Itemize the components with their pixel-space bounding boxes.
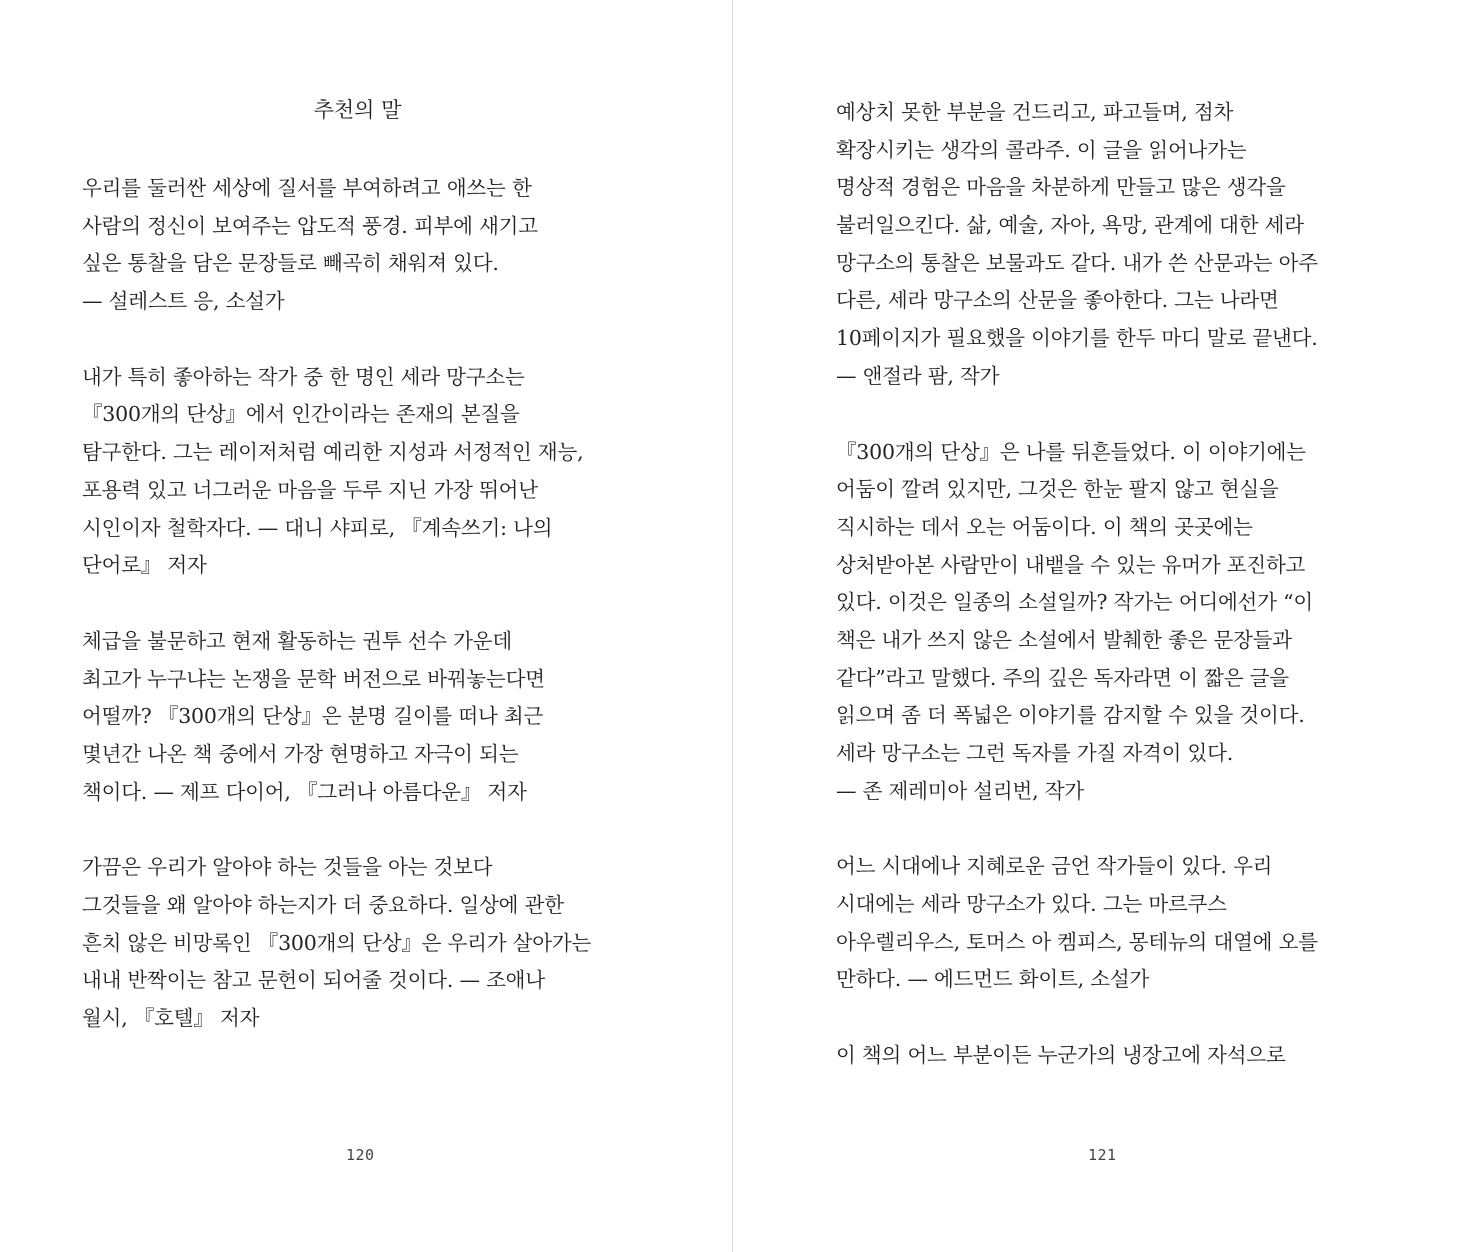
text-line: 우리를 둘러싼 세상에 질서를 부여하려고 애쓰는 한 <box>82 176 532 200</box>
text-line: — 앤절라 팜, 작가 <box>836 363 1000 388</box>
text-line: 『300개의 단상』에서 인간이라는 존재의 본질을 <box>82 402 520 427</box>
text-line: 만하다. — 에드먼드 화이트, 소설가 <box>836 967 1150 992</box>
text-line: 다른, 세라 망구소의 산문을 좋아한다. 그는 나라면 <box>836 288 1279 313</box>
text-line: 확장시키는 생각의 콜라주. 이 글을 읽어나가는 <box>836 137 1247 162</box>
text-line: 불러일으킨다. 삶, 예술, 자아, 욕망, 관계에 대한 세라 <box>836 213 1304 238</box>
left-page-body <box>82 170 682 1076</box>
right-page <box>733 0 1474 1252</box>
text-line: 월시, 『호텔』 저자 <box>82 1006 260 1031</box>
page-number: 121 <box>1088 1146 1117 1164</box>
text-line: 세라 망구소는 그런 독자를 가질 자격이 있다. <box>836 741 1234 765</box>
text-line: 명상적 경험은 마음을 차분하게 만들고 많은 생각을 <box>836 175 1286 200</box>
text-line: 망구소의 통찰은 보물과도 같다. 내가 쓴 산문과는 아주 <box>836 250 1318 275</box>
text-line: 사람의 정신이 보여주는 압도적 풍경. 피부에 새기고 <box>82 213 538 238</box>
text-line: 어느 시대에나 지혜로운 금언 작가들이 있다. 우리 <box>836 854 1273 879</box>
text-line: 흔치 않은 비망록인 『300개의 단상』은 우리가 살아가는 <box>82 930 592 955</box>
text-line: 내내 반짝이는 참고 문헌이 되어줄 것이다. — 조애나 <box>82 968 545 993</box>
blurb-paragraph <box>82 623 682 811</box>
text-line: 어둠이 깔려 있지만, 그것은 한눈 팔지 않고 현실을 <box>836 477 1279 502</box>
text-line: 단어로』 저자 <box>82 553 207 578</box>
text-line: 읽으며 좀 더 폭넓은 이야기를 감지할 수 있을 것이다. <box>836 703 1305 728</box>
blurb-paragraph <box>82 170 682 321</box>
right-page-body <box>836 94 1456 1113</box>
blurb-paragraph <box>82 849 682 1037</box>
text-line: 아우렐리우스, 토머스 아 켐피스, 몽테뉴의 대열에 오를 <box>836 929 1318 954</box>
text-line: 10페이지가 필요했을 이야기를 한두 마디 말로 끝낸다. <box>836 326 1318 351</box>
text-line: 책은 내가 쓰지 않은 소설에서 발췌한 좋은 문장들과 <box>836 627 1292 652</box>
text-line: 직시하는 데서 오는 어둠이다. 이 책의 곳곳에는 <box>836 514 1253 539</box>
text-line: 『300개의 단상』은 나를 뒤흔들었다. 이 이야기에는 <box>836 439 1306 464</box>
text-line: 포용력 있고 너그러운 마음을 두루 지닌 가장 뛰어난 <box>82 477 538 502</box>
left-page <box>0 0 732 1252</box>
page-title: 추천의 말 <box>313 98 402 122</box>
text-line: 가끔은 우리가 알아야 하는 것들을 아는 것보다 <box>82 855 493 880</box>
blurb-paragraph <box>836 848 1456 999</box>
text-line: 상처받아본 사람만이 내뱉을 수 있는 유머가 포진하고 <box>836 552 1306 577</box>
blurb-paragraph <box>836 1037 1456 1075</box>
text-line: 싶은 통찰을 담은 문장들로 빼곡히 채워져 있다. <box>82 251 499 276</box>
text-line: 그것들을 왜 알아야 하는지가 더 중요하다. 일상에 관한 <box>82 893 564 917</box>
text-line: 시인이자 철학자다. — 대니 샤피로, 『계속쓰기: 나의 <box>82 515 553 540</box>
blurb-paragraph <box>82 359 682 585</box>
text-line: 예상치 못한 부분을 건드리고, 파고들며, 점차 <box>836 100 1234 124</box>
text-line: 책이다. — 제프 다이어, 『그러나 아름다운』 저자 <box>82 779 527 804</box>
text-line: 시대에는 세라 망구소가 있다. 그는 마르쿠스 <box>836 892 1227 917</box>
blurb-paragraph <box>836 94 1456 396</box>
text-line: 최고가 누구냐는 논쟁을 문학 버전으로 바꿔놓는다면 <box>82 666 545 691</box>
text-line: — 설레스트 응, 소설가 <box>82 289 285 314</box>
text-line: 몇년간 나온 책 중에서 가장 현명하고 자극이 되는 <box>82 741 519 766</box>
text-line: 체급을 불문하고 현재 활동하는 권투 선수 가운데 <box>82 628 512 653</box>
blurb-paragraph <box>836 434 1456 811</box>
text-line: 탐구한다. 그는 레이저처럼 예리한 지성과 서정적인 재능, <box>82 440 584 465</box>
text-line: 이 책의 어느 부분이든 누군가의 냉장고에 자석으로 <box>836 1043 1286 1068</box>
text-line: 있다. 이것은 일종의 소설일까? 작가는 어디에선가 “이 <box>836 590 1313 615</box>
page-number: 120 <box>346 1146 375 1164</box>
text-line: 어떨까? 『300개의 단상』은 분명 길이를 떠나 최근 <box>82 704 544 729</box>
text-line: 내가 특히 좋아하는 작가 중 한 명인 세라 망구소는 <box>82 364 525 389</box>
text-line: — 존 제레미아 설리번, 작가 <box>836 778 1084 803</box>
text-line: 같다”라고 말했다. 주의 깊은 독자라면 이 짧은 글을 <box>836 665 1289 690</box>
